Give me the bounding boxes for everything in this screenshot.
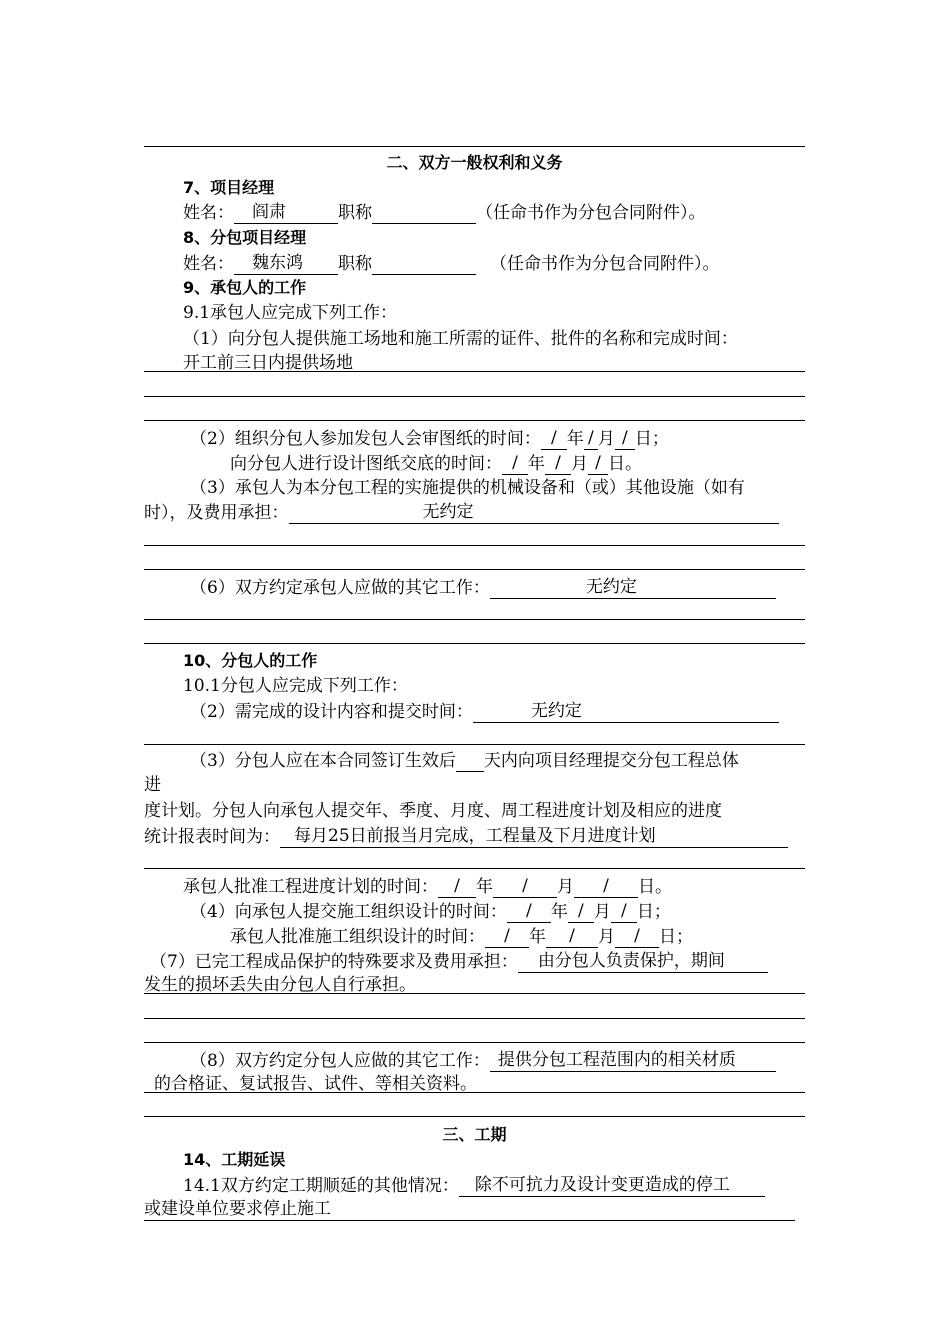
month-value: /	[569, 926, 575, 946]
title-label: 职称	[338, 203, 372, 223]
name-value: 阎肃	[252, 202, 286, 222]
item-9-1-p3-line2	[144, 501, 779, 524]
fill-line	[144, 371, 805, 372]
year-field	[507, 900, 551, 923]
day-value: /	[634, 926, 640, 946]
month-label: 月	[571, 454, 588, 474]
fill-line	[144, 993, 805, 994]
item-10-1-p4	[190, 900, 671, 923]
p3-text-b: 天内向项目经理提交分包工程总体	[483, 751, 739, 771]
item-10-1-p3-line3	[144, 825, 788, 848]
title-field	[372, 256, 476, 275]
fill-line	[144, 868, 805, 869]
item-8-line	[183, 252, 720, 275]
year-value: /	[550, 428, 557, 448]
p2-field	[473, 700, 779, 723]
name-field	[234, 252, 338, 275]
year-value: /	[504, 926, 510, 946]
item-10-1-p8-line1	[190, 1049, 776, 1072]
year-field	[485, 925, 529, 948]
year-value: /	[525, 901, 532, 921]
year-label: 年	[529, 927, 546, 947]
fill-line	[144, 1018, 805, 1019]
month-label: 月	[597, 429, 615, 449]
year-label: 年	[566, 429, 584, 449]
day-label: 日；	[636, 902, 671, 922]
year-value: /	[512, 453, 518, 473]
p3-field	[280, 825, 788, 848]
month-value: /	[577, 901, 584, 921]
name-field	[234, 201, 338, 224]
item-10-1-p3-wrap: 进	[144, 775, 161, 795]
year-label: 年	[528, 454, 545, 474]
appointment-note: （任命书作为分包合同附件）。	[490, 254, 720, 274]
day-value: /	[595, 453, 601, 473]
top-rule	[144, 146, 805, 147]
month-field	[546, 925, 598, 948]
sub1-value-2: 或建设单位要求停止施工	[144, 1199, 331, 1219]
p3-text-a: （3）分包人应在本合同签订生效后	[190, 751, 456, 771]
appointment-note: （任命书作为分包合同附件）。	[476, 203, 706, 223]
day-field	[588, 452, 608, 475]
p2-line2-prefix: 向分包人进行设计图纸交底的时间：	[230, 454, 502, 474]
fill-line	[144, 619, 805, 620]
month-field	[584, 427, 598, 450]
month-field	[545, 452, 571, 475]
item-14-1-line2	[144, 1198, 795, 1221]
section-3-title: 三、工期	[442, 1125, 507, 1144]
item-10-1-p3-approve	[183, 875, 672, 898]
section-2-title: 二、双方一般权利和义务	[386, 153, 563, 172]
item-10-1-p8-line2: 的合格证、复试报告、试件、等相关资料。	[154, 1074, 477, 1094]
fill-line	[144, 1116, 805, 1117]
fill-line	[144, 1042, 805, 1043]
sub1-field-2	[144, 1198, 795, 1221]
item-7-line	[183, 201, 706, 224]
fill-line	[144, 545, 805, 546]
item-10-1-p7-line2: 发生的损坏丢失由分包人自行承担。	[144, 975, 416, 995]
item-8-heading: 8、分包项目经理	[183, 228, 307, 247]
month-value: /	[555, 453, 561, 473]
item-10-heading: 10、分包人的工作	[183, 651, 318, 670]
p3-value: 每月25日前报当月完成，工程量及下月进度计划	[294, 826, 656, 846]
day-label: 日。	[638, 877, 672, 897]
approve-prefix: 承包人批准施工组织设计的时间：	[230, 927, 485, 947]
month-field	[568, 900, 594, 923]
year-field	[438, 875, 476, 898]
item-9-1-p1: （1）向分包人提供施工场地和施工所需的证件、批件的名称和完成时间：	[183, 329, 738, 349]
month-label: 月	[557, 877, 574, 897]
day-field	[611, 900, 637, 923]
fill-line	[144, 420, 805, 421]
item-14-1-line1	[183, 1174, 765, 1197]
day-value: /	[620, 901, 627, 921]
day-label: 日；	[659, 927, 693, 947]
p3-field	[289, 501, 779, 524]
item-9-1-p2-line1	[190, 427, 669, 450]
day-value: /	[621, 428, 628, 448]
month-label: 月	[593, 902, 611, 922]
p8-value-1: 提供分包工程范围内的相关材质	[497, 1050, 736, 1070]
p7-value-1: 由分包人负责保护，期间	[537, 951, 725, 971]
month-label: 月	[598, 927, 615, 947]
p3-prefix: 时），及费用承担：	[144, 503, 289, 523]
month-field	[493, 875, 557, 898]
item-10-1-p4-approve	[230, 925, 693, 948]
fill-line	[144, 569, 805, 570]
item-9-1-p6	[190, 576, 776, 599]
sub1-value-1: 除不可抗力及设计变更造成的停工	[474, 1175, 730, 1195]
p8-prefix: （8）双方约定分包人应做的其它工作：	[190, 1051, 490, 1071]
days-field	[456, 753, 484, 772]
day-label: 日。	[608, 454, 642, 474]
year-label: 年	[476, 877, 493, 897]
item-9-1-p2-line2	[230, 452, 642, 475]
p6-field	[490, 576, 776, 599]
year-value: /	[454, 876, 460, 896]
item-9-1-p3-line1: （3）承包人为本分包工程的实施提供的机械设备和（或）其他设施（如有	[190, 478, 745, 498]
day-value: /	[603, 876, 609, 896]
name-label: 姓名：	[183, 203, 234, 223]
p4-prefix: （4）向承包人提交施工组织设计的时间：	[190, 902, 507, 922]
year-field	[502, 452, 528, 475]
sub1-field	[459, 1174, 765, 1197]
month-value: /	[522, 876, 528, 896]
p2-value: 无约定	[530, 701, 582, 721]
item-7-heading: 7、项目经理	[183, 178, 275, 197]
item-10-1-p3-line1	[190, 750, 739, 772]
name-value: 魏东鸿	[252, 253, 303, 273]
item-14-heading: 14、工期延误	[183, 1150, 286, 1169]
p8-field	[490, 1049, 776, 1072]
approve-prefix: 承包人批准工程进度计划的时间：	[183, 877, 438, 897]
item-9-heading: 9、承包人的工作	[183, 278, 307, 297]
year-label: 年	[550, 902, 568, 922]
p3-line3-prefix: 统计报表时间为：	[144, 827, 280, 847]
day-field	[574, 875, 638, 898]
fill-line	[144, 744, 805, 745]
sub1-prefix: 14.1双方约定工期顺延的其他情况：	[183, 1176, 459, 1196]
item-9-1-p1-value: 开工前三日内提供场地	[183, 353, 353, 373]
p6-prefix: （6）双方约定承包人应做的其它工作：	[190, 578, 490, 598]
p6-value: 无约定	[585, 577, 637, 597]
p3-value: 无约定	[422, 502, 474, 522]
day-field	[615, 925, 659, 948]
fill-line	[144, 643, 805, 644]
fill-line	[144, 396, 805, 397]
title-label: 职称	[338, 254, 372, 274]
p2-prefix: （2）组织分包人参加发包人会审图纸的时间：	[190, 429, 541, 449]
p7-prefix: （7）已完工程成品保护的特殊要求及费用承担：	[150, 952, 518, 972]
p2-prefix: （2）需完成的设计内容和提交时间：	[190, 702, 473, 722]
month-value: /	[587, 428, 594, 448]
p7-field	[518, 950, 768, 973]
item-10-1: 10.1分包人应完成下列工作：	[183, 676, 408, 696]
item-10-1-p3-line2: 度计划。分包人向承包人提交年、季度、月度、周工程进度计划及相应的进度	[144, 801, 722, 821]
day-label: 日；	[634, 429, 669, 449]
item-9-1: 9.1承包人应完成下列工作：	[183, 303, 398, 323]
title-field	[372, 205, 476, 224]
day-field	[615, 427, 635, 450]
item-10-1-p2	[190, 700, 779, 723]
year-field	[541, 427, 567, 450]
item-10-1-p7-line1	[150, 950, 768, 973]
name-label: 姓名：	[183, 254, 234, 274]
fill-line	[144, 1092, 805, 1093]
